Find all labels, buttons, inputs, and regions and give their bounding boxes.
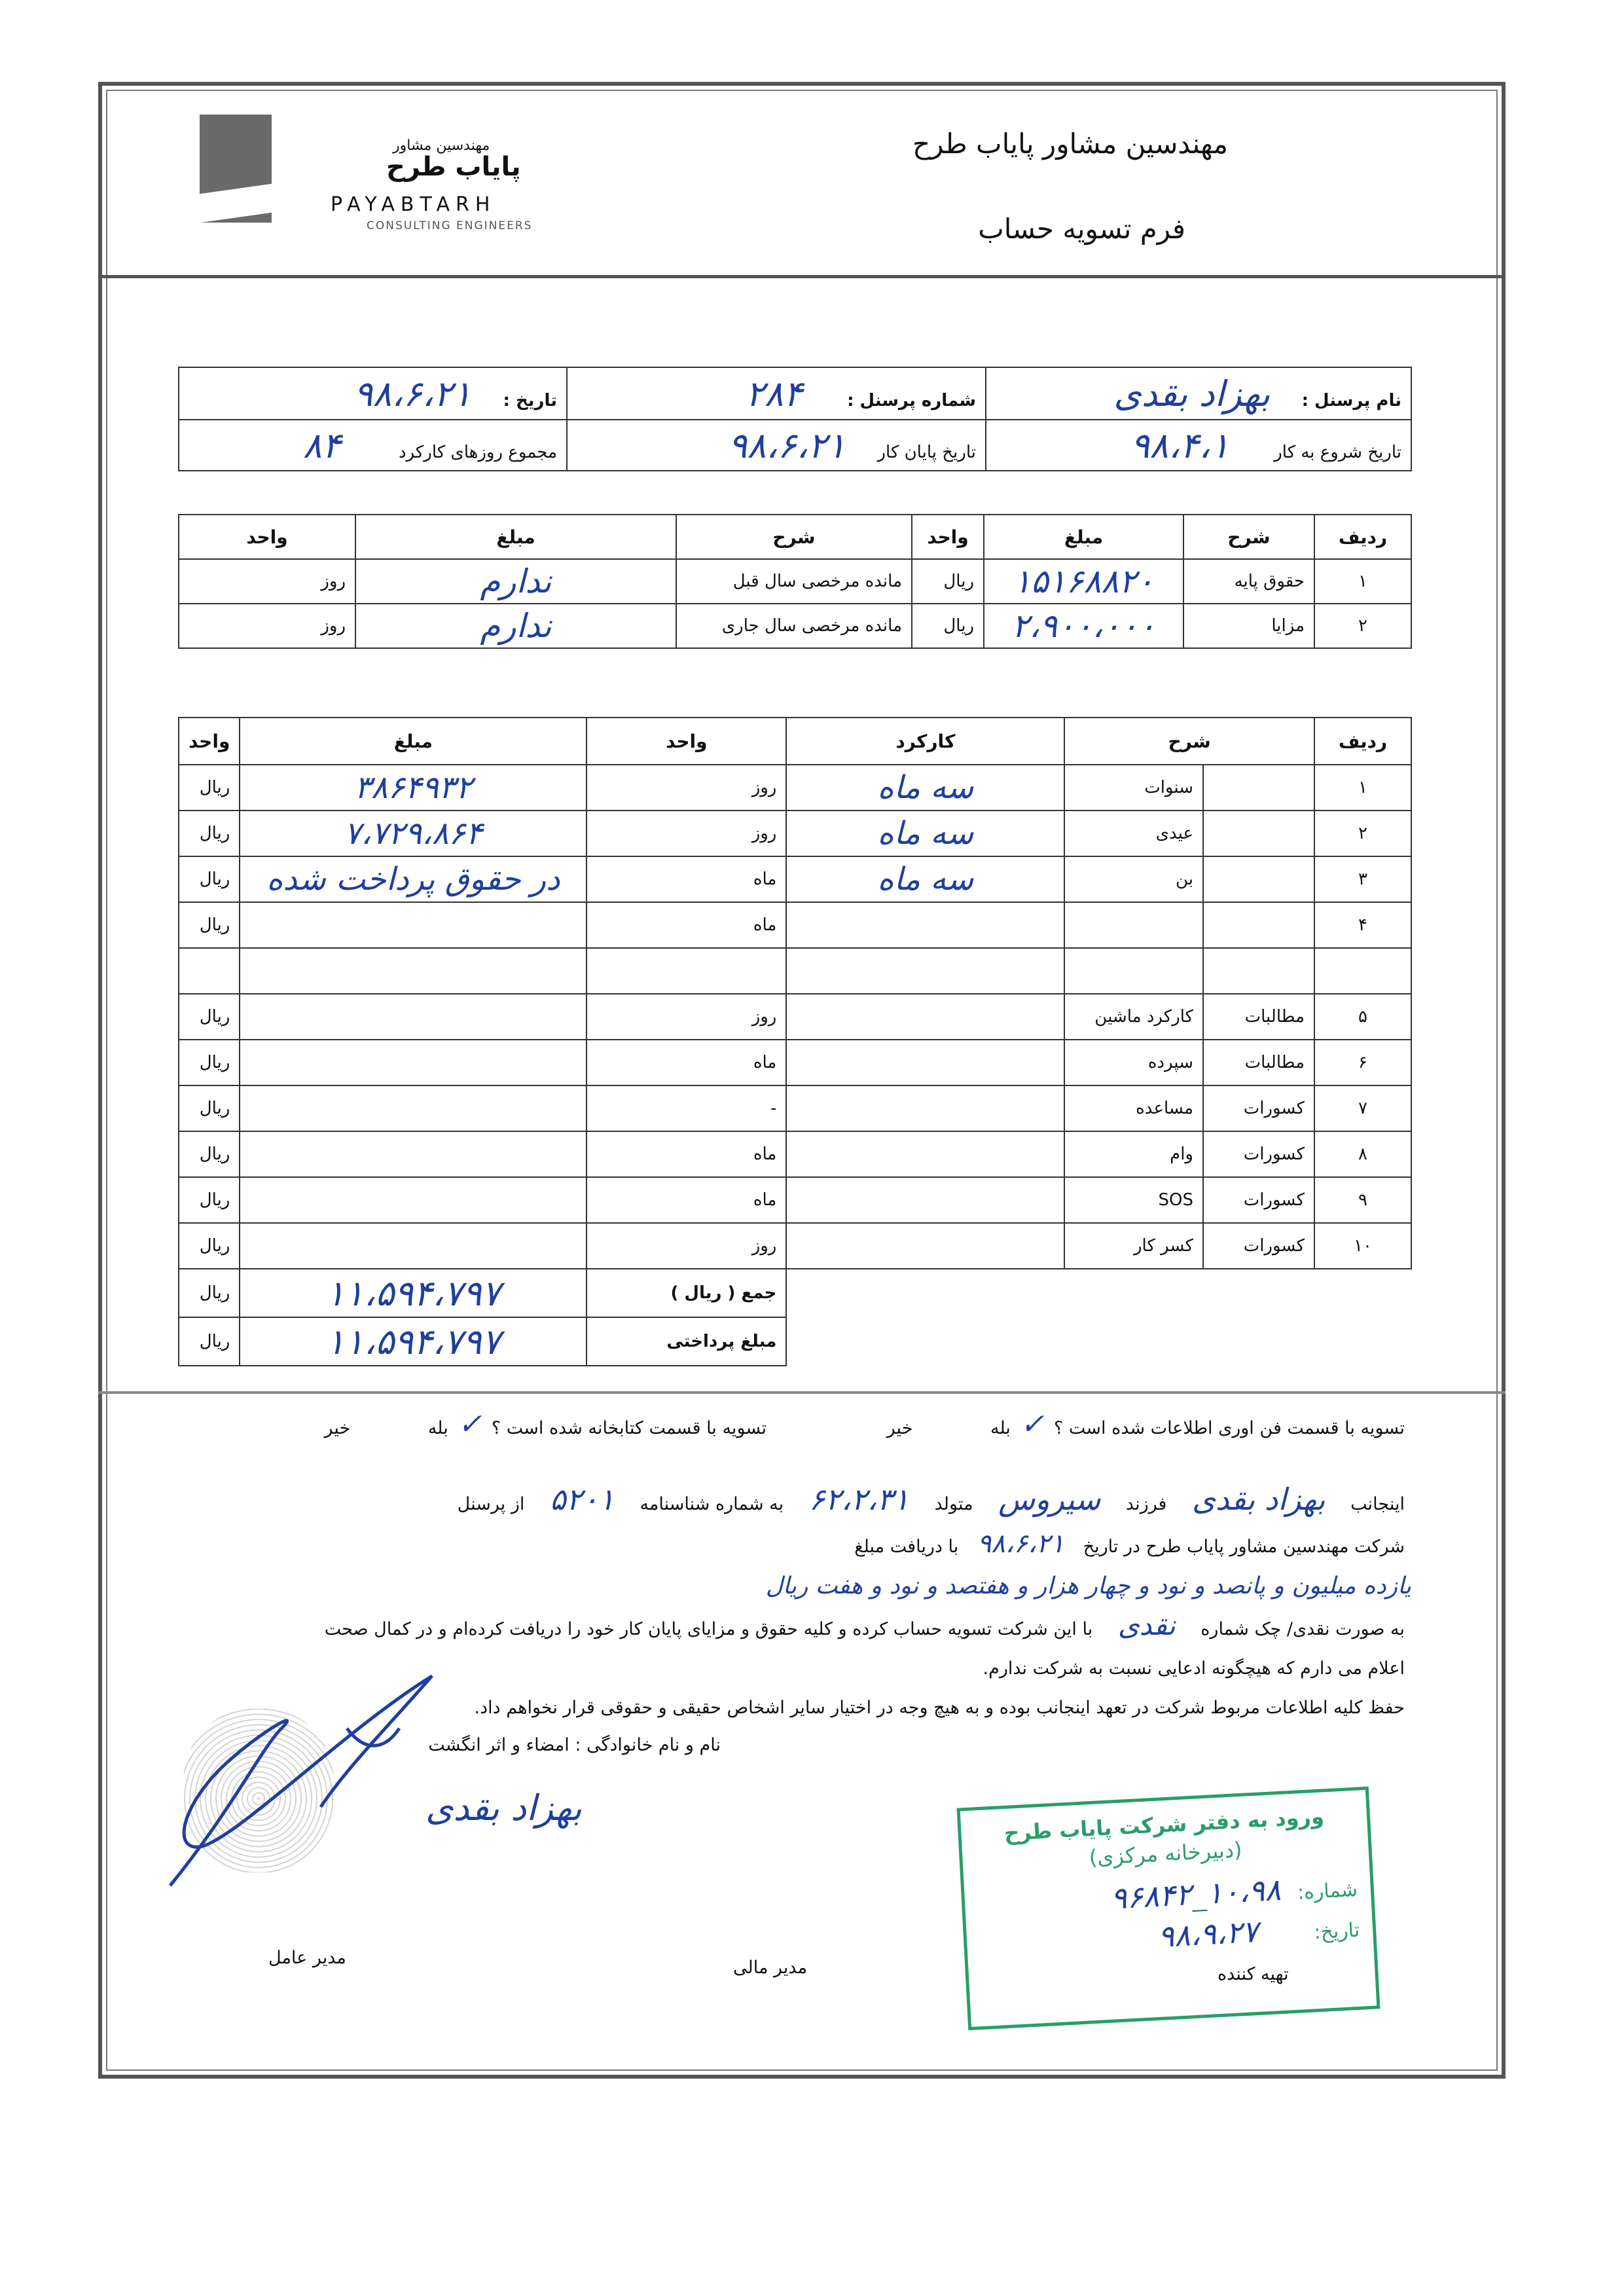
decl-text: با دریافت مبلغ bbox=[854, 1537, 959, 1557]
row-category: کسورات bbox=[1203, 1177, 1314, 1223]
name-label: نام پرسنل : bbox=[1301, 390, 1401, 410]
it-check-mark: ✓ bbox=[1020, 1408, 1045, 1441]
signature-stroke bbox=[151, 1650, 517, 1925]
row-amount bbox=[240, 902, 586, 948]
row-number: ۵ bbox=[1314, 994, 1411, 1040]
date-value: ۹۸،۶،۲۱ bbox=[353, 373, 472, 414]
row-work bbox=[786, 1223, 1064, 1269]
days-label: مجموع روزهای کارکرد bbox=[398, 442, 557, 462]
decl-text: با این شرکت تسویه حساب کرده و کلیه حقوق و مزایای پایان کار خود را دریافت کرده‌ام و در کمال صحت bbox=[324, 1619, 1093, 1639]
library-check-mark: ✓ bbox=[458, 1408, 482, 1441]
table-row bbox=[179, 856, 1411, 902]
row-category: مطالبات bbox=[1203, 994, 1314, 1040]
sum-blank bbox=[786, 1269, 1411, 1317]
row-work bbox=[786, 1131, 1064, 1177]
table-row bbox=[179, 994, 1411, 1040]
date-cell bbox=[179, 367, 567, 420]
row-currency: ریال bbox=[179, 1223, 240, 1269]
stamp-date-label: تاریخ: bbox=[1313, 1918, 1361, 1944]
pay-value: ۱۱،۵۹۴،۷۹۷ bbox=[240, 1317, 586, 1366]
decl-id: ۵۲۰۱ bbox=[550, 1482, 615, 1517]
form-title: فرم تسویه حساب bbox=[978, 213, 1185, 245]
section-separator bbox=[98, 1391, 1506, 1394]
row-work bbox=[786, 902, 1064, 948]
row-unit: روز bbox=[586, 1223, 786, 1269]
declaration-line-2 bbox=[161, 1524, 1405, 1567]
logo-en: PAYABTARH bbox=[331, 193, 496, 216]
t1-head-desc2: شرح bbox=[676, 515, 912, 559]
row-unit bbox=[586, 948, 786, 994]
decl-father: سیروس bbox=[998, 1482, 1101, 1517]
table-row bbox=[179, 604, 1411, 648]
t1-head-amount2: مبلغ bbox=[355, 515, 676, 559]
it-question-text: تسویه با قسمت فن اوری اطلاعات شده است ؟ bbox=[1054, 1418, 1405, 1438]
declaration-line-5: حفظ کلیه اطلاعات مربوط شرکت در تعهد اینجانب بوده و به هیچ وجه در اختیار سایر اشخاص حقیقی و حقوقی قرار نخواهم داد. bbox=[474, 1698, 1405, 1718]
name-value: بهزاد بقدی bbox=[1113, 373, 1271, 414]
row-desc bbox=[1064, 902, 1203, 948]
row-unit2: روز bbox=[179, 559, 355, 604]
days-value: ۸۴ bbox=[302, 424, 341, 466]
row-unit: ماه bbox=[586, 856, 786, 902]
row-work: سه ماه bbox=[786, 856, 1064, 902]
row-desc: کسر کار bbox=[1064, 1223, 1203, 1269]
sum-value: ۱۱،۵۹۴،۷۹۷ bbox=[240, 1269, 586, 1317]
end-date-value: ۹۸،۶،۲۱ bbox=[728, 424, 846, 466]
row-number: ۱ bbox=[1314, 765, 1411, 811]
personnel-no-value: ۲۸۴ bbox=[745, 373, 803, 414]
row-currency: ریال bbox=[179, 765, 240, 811]
row-currency: ریال bbox=[179, 1040, 240, 1085]
library-yes-label: بله bbox=[427, 1418, 448, 1438]
row-number: ۸ bbox=[1314, 1131, 1411, 1177]
decl-text: متولد bbox=[934, 1494, 973, 1514]
row-amount2: ندارم bbox=[355, 559, 676, 604]
pay-blank bbox=[786, 1317, 1411, 1366]
info-table bbox=[178, 367, 1412, 471]
row-amount bbox=[240, 948, 586, 994]
row-amount2: ندارم bbox=[355, 604, 676, 648]
logo-fa: پایاب طرح bbox=[386, 152, 521, 182]
row-currency: ریال bbox=[179, 1177, 240, 1223]
row-unit: ریال bbox=[912, 604, 984, 648]
t2-head-row-no: ردیف bbox=[1314, 718, 1411, 765]
end-date-cell bbox=[567, 420, 986, 471]
row-category bbox=[1203, 765, 1314, 811]
row-desc: SOS bbox=[1064, 1177, 1203, 1223]
t2-head-unit: واحد bbox=[586, 718, 786, 765]
row-work bbox=[786, 1040, 1064, 1085]
row-currency: ریال bbox=[179, 811, 240, 856]
table-row bbox=[179, 1177, 1411, 1223]
table-row bbox=[179, 559, 1411, 604]
row-work bbox=[786, 994, 1064, 1040]
row-unit: ریال bbox=[912, 559, 984, 604]
row-desc: سپرده bbox=[1064, 1040, 1203, 1085]
table-row bbox=[179, 902, 1411, 948]
start-date-value: ۹۸،۴،۱ bbox=[1130, 424, 1229, 466]
row-amount bbox=[240, 994, 586, 1040]
row-category: کسورات bbox=[1203, 1131, 1314, 1177]
row-unit: روز bbox=[586, 811, 786, 856]
decl-text: به صورت نقدی/ چک شماره bbox=[1200, 1619, 1405, 1639]
declaration-line-1 bbox=[161, 1480, 1405, 1524]
decl-name: بهزاد بقدی bbox=[1192, 1482, 1326, 1517]
t2-head-desc: شرح bbox=[1064, 718, 1314, 765]
date-label: تاریخ : bbox=[503, 390, 557, 410]
logo-en-sub: CONSULTING ENGINEERS bbox=[367, 219, 533, 232]
it-no-label: خیر bbox=[886, 1418, 913, 1438]
library-no-label: خیر bbox=[324, 1418, 351, 1438]
stamp-line-1: ورود به دفتر شرکت پایاب طرح bbox=[1003, 1804, 1325, 1846]
table-row bbox=[179, 1131, 1411, 1177]
table-row bbox=[179, 948, 1411, 994]
stamp-num-label: شماره: bbox=[1297, 1878, 1358, 1904]
stamp-date-value: ۹۸،۹،۲۷ bbox=[1157, 1913, 1259, 1954]
t1-head-amount: مبلغ bbox=[984, 515, 1183, 559]
library-settlement-question bbox=[324, 1408, 767, 1441]
row-work bbox=[786, 1177, 1064, 1223]
row-unit: روز bbox=[586, 765, 786, 811]
row-unit: روز bbox=[586, 994, 786, 1040]
end-date-label: تاریخ پایان کار bbox=[877, 442, 976, 462]
t2-head-currency: واحد bbox=[179, 718, 240, 765]
row-number: ۷ bbox=[1314, 1085, 1411, 1131]
row-desc: عیدی bbox=[1064, 811, 1203, 856]
ceo-label: مدیر عامل bbox=[268, 1948, 346, 1968]
personnel-no-cell bbox=[567, 367, 986, 420]
declaration-line-3 bbox=[161, 1606, 1405, 1649]
row-category bbox=[1203, 856, 1314, 902]
row-category: کسورات bbox=[1203, 1223, 1314, 1269]
row-work bbox=[786, 948, 1064, 994]
row-number: ۱ bbox=[1314, 559, 1411, 604]
row-unit: ماه bbox=[586, 902, 786, 948]
row-unit: ماه bbox=[586, 1177, 786, 1223]
row-amount bbox=[240, 1223, 586, 1269]
row-number: ۴ bbox=[1314, 902, 1411, 948]
decl-payment-method: نقدی bbox=[1117, 1609, 1176, 1641]
decl-amount-words: یازده میلیون و پانصد و نود و چهار هزار و هفتصد و نود و هفت ریال bbox=[765, 1573, 1411, 1599]
row-category bbox=[1203, 811, 1314, 856]
table-row bbox=[179, 1085, 1411, 1131]
row-amount bbox=[240, 1040, 586, 1085]
pay-label: مبلغ پرداختی bbox=[586, 1317, 786, 1366]
row-number: ۲ bbox=[1314, 604, 1411, 648]
row-number: ۲ bbox=[1314, 811, 1411, 856]
row-unit2: روز bbox=[179, 604, 355, 648]
row-amount: ۱۵۱۶۸۸۲۰ bbox=[984, 559, 1183, 604]
row-desc bbox=[1064, 948, 1203, 994]
library-question-text: تسویه با قسمت کتابخانه شده است ؟ bbox=[491, 1418, 767, 1438]
row-desc: حقوق پایه bbox=[1183, 559, 1314, 604]
days-cell bbox=[179, 420, 567, 471]
stamp-num-value: ۱۰،۹۸_۹۶۸۴۲ bbox=[1110, 1872, 1282, 1916]
row-category: کسورات bbox=[1203, 1085, 1314, 1131]
table-row bbox=[179, 811, 1411, 856]
t1-head-desc: شرح bbox=[1183, 515, 1314, 559]
row-currency: ریال bbox=[179, 902, 240, 948]
finance-label: مدیر مالی bbox=[733, 1958, 808, 1978]
table-row bbox=[179, 765, 1411, 811]
decl-date: ۹۸،۶،۲۱ bbox=[977, 1529, 1065, 1559]
personnel-no-label: شماره پرسنل : bbox=[847, 390, 976, 410]
row-work: سه ماه bbox=[786, 765, 1064, 811]
row-unit: ماه bbox=[586, 1131, 786, 1177]
row-currency: ریال bbox=[179, 994, 240, 1040]
header-separator bbox=[98, 275, 1506, 278]
row-currency: ریال bbox=[179, 856, 240, 902]
table-row bbox=[179, 1223, 1411, 1269]
decl-text: شرکت مهندسین مشاور پایاب طرح در تاریخ bbox=[1083, 1537, 1405, 1557]
start-date-cell bbox=[986, 420, 1411, 471]
signature-label: نام و نام خانوادگی : امضاء و اثر انگشت bbox=[428, 1735, 721, 1755]
row-desc: مساعده bbox=[1064, 1085, 1203, 1131]
sum-currency: ریال bbox=[179, 1269, 240, 1317]
row-amount: ۳۸۶۴۹۳۲ bbox=[240, 765, 586, 811]
t1-head-unit: واحد bbox=[912, 515, 984, 559]
decl-birth: ۶۲،۲،۳۱ bbox=[808, 1482, 909, 1517]
t2-head-amount: مبلغ bbox=[240, 718, 586, 765]
row-desc: کارکرد ماشین bbox=[1064, 994, 1203, 1040]
declaration-line-4: اعلام می دارم که هیچگونه ادعایی نسبت به شرکت ندارم. bbox=[983, 1658, 1405, 1679]
row-number: ۹ bbox=[1314, 1177, 1411, 1223]
t1-head-row-no: ردیف bbox=[1314, 515, 1411, 559]
row-currency bbox=[179, 948, 240, 994]
row-unit: - bbox=[586, 1085, 786, 1131]
row-category: مطالبات bbox=[1203, 1040, 1314, 1085]
salary-table bbox=[178, 514, 1412, 649]
row-unit: ماه bbox=[586, 1040, 786, 1085]
row-currency: ریال bbox=[179, 1131, 240, 1177]
stamp-line-2: (دبیرخانه مرکزی) bbox=[1088, 1837, 1243, 1870]
row-amount: در حقوق پرداخت شده bbox=[240, 856, 586, 902]
row-desc: بن bbox=[1064, 856, 1203, 902]
decl-text: اینجانب bbox=[1350, 1494, 1405, 1514]
sum-label: جمع ( ریال ) bbox=[586, 1269, 786, 1317]
t2-head-work: کارکرد bbox=[786, 718, 1064, 765]
row-work bbox=[786, 1085, 1064, 1131]
row-desc2: مانده مرخصی سال جاری bbox=[676, 604, 912, 648]
decl-text: از پرسنل bbox=[457, 1494, 525, 1514]
row-category bbox=[1203, 902, 1314, 948]
decl-text: فرزند bbox=[1125, 1494, 1167, 1514]
row-amount bbox=[240, 1131, 586, 1177]
signature-name: بهزاد بقدی bbox=[425, 1787, 582, 1829]
row-amount: ۲،۹۰۰،۰۰۰ bbox=[984, 604, 1183, 648]
it-settlement-question bbox=[887, 1408, 1405, 1441]
row-number: ۳ bbox=[1314, 856, 1411, 902]
row-desc2: مانده مرخصی سال قبل bbox=[676, 559, 912, 604]
row-amount bbox=[240, 1085, 586, 1131]
row-desc: وام bbox=[1064, 1131, 1203, 1177]
row-amount: ۷،۷۲۹،۸۶۴ bbox=[240, 811, 586, 856]
row-work: سه ماه bbox=[786, 811, 1064, 856]
row-desc: مزایا bbox=[1183, 604, 1314, 648]
pay-currency: ریال bbox=[179, 1317, 240, 1366]
row-amount bbox=[240, 1177, 586, 1223]
company-name: مهندسین مشاور پایاب طرح bbox=[912, 128, 1228, 160]
it-yes-label: بله bbox=[990, 1418, 1011, 1438]
row-currency: ریال bbox=[179, 1085, 240, 1131]
row-number: ۱۰ bbox=[1314, 1223, 1411, 1269]
name-cell bbox=[986, 367, 1411, 420]
start-date-label: تاریخ شروع به کار bbox=[1274, 442, 1401, 462]
row-desc: سنوات bbox=[1064, 765, 1203, 811]
row-number bbox=[1314, 948, 1411, 994]
preparer-label: تهیه کننده bbox=[1218, 1964, 1289, 1984]
registration-stamp bbox=[957, 1787, 1380, 2031]
t1-head-unit2: واحد bbox=[179, 515, 355, 559]
settlement-table bbox=[178, 717, 1412, 1366]
decl-text: به شماره شناسنامه bbox=[640, 1494, 784, 1514]
table-row bbox=[179, 1040, 1411, 1085]
row-category bbox=[1203, 948, 1314, 994]
row-number: ۶ bbox=[1314, 1040, 1411, 1085]
logo-fa-small: مهندسین مشاور bbox=[393, 137, 490, 154]
